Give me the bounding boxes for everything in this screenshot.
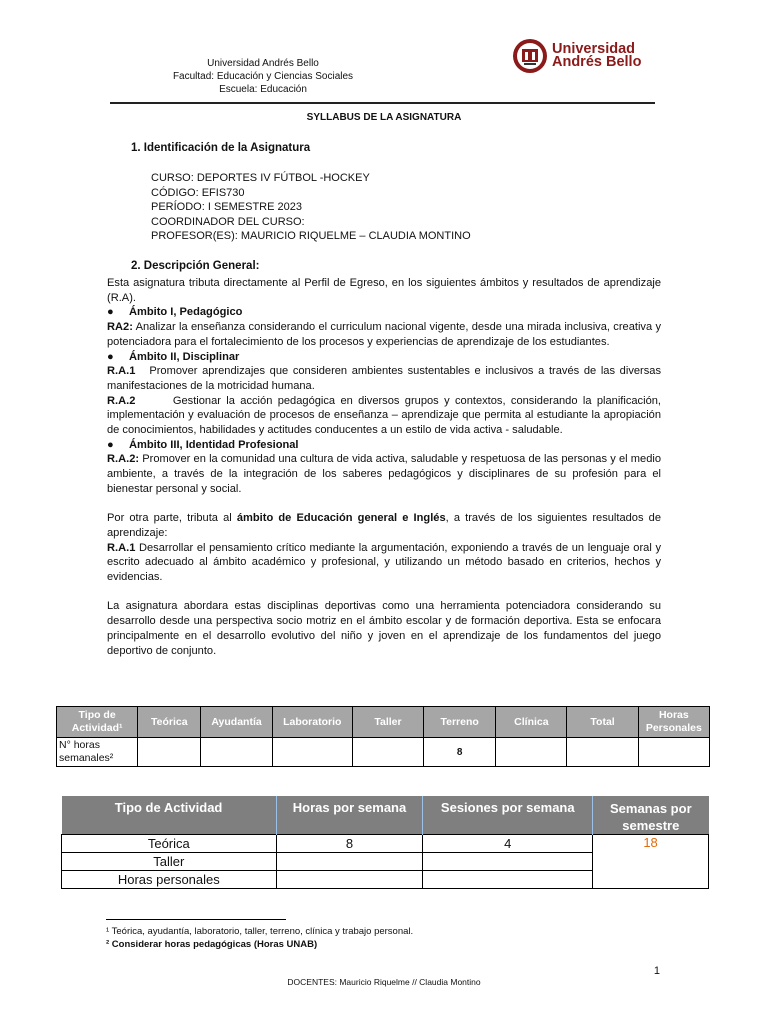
header-school: Escuela: Educación — [219, 84, 307, 95]
course-info — [151, 171, 471, 244]
table1-header-cell: Clínica — [496, 707, 567, 738]
table1-header-row — [57, 707, 710, 738]
ambito2-ra1 — [107, 364, 665, 393]
section2-heading: 2. Descripción General: — [131, 260, 260, 272]
table1-header-cell: Teórica — [138, 707, 201, 738]
logo-text-line2: Andrés Bello — [552, 54, 642, 70]
ambito2-ra2-label: R.A.2 — [107, 394, 136, 407]
table2-sesiones — [423, 853, 593, 871]
closing-paragraph: La asignatura abordara estas disciplinas deportivas como una herramienta potenciadora considerando su desarrollo desde una perspectiva socio motriz en el ámbito escolar y de formación deportiva. Esta se enfocara principalmente en el desarrollo evolutivo del niño y joven en el aprendizaje de los fundamentos del juego deportivo de conjunto. — [107, 600, 661, 657]
ambito2-ra1-text: Promover aprendizajes que consideren ambientes sustentables e inclusivos a través de las diversas manifestaciones de la motricidad humana. — [107, 365, 665, 392]
table1-header-cell: Taller — [352, 707, 423, 738]
course-period: PERÍODO: I SEMESTRE 2023 — [151, 201, 302, 214]
intro-paragraph: Esta asignatura tributa directamente al Perfil de Egreso, en los siguientes ámbitos y resultados de aprendizaje (R.A). — [107, 277, 661, 304]
table2-horas — [276, 853, 423, 871]
weekly-schedule-table — [61, 796, 709, 889]
general-ra — [107, 541, 661, 585]
table1-row-label: N° horas semanales² — [57, 738, 138, 767]
table2-horas: 8 — [276, 835, 423, 853]
table2-tipo: Horas personales — [62, 871, 277, 889]
ambito2-ra2 — [107, 394, 665, 438]
ambito2-title-row — [107, 350, 661, 365]
table1-header-cell: Tipo de Actividad¹ — [57, 707, 138, 738]
table2-tipo: Teórica — [62, 835, 277, 853]
table1-header-cell: Laboratorio — [272, 707, 352, 738]
page-number: 1 — [653, 965, 660, 977]
ambito1-ra — [107, 320, 661, 349]
footnote-divider — [106, 919, 286, 920]
bullet-icon: ● — [107, 438, 114, 451]
course-name: CURSO: DEPORTES IV FÚTBOL -HOCKEY — [151, 172, 370, 184]
ambito1-ra-text: Analizar la enseñanza considerando el curriculum nacional vigente, desde una mirada inclusiva, creativa y potenciadora para el fortalecimiento de los procesos y experiencias de aprendizaje de los estudiantes. — [107, 321, 661, 348]
general-education-paragraph — [107, 511, 661, 540]
header-university: Universidad Andrés Bello — [207, 58, 319, 69]
table1-cell — [638, 738, 709, 767]
page-footer: DOCENTES: Mauricio Riquelme // Claudia Montino — [287, 977, 481, 987]
institution-header — [113, 57, 413, 96]
footnote-2: ² Considerar horas pedagógicas (Horas UNAB) — [106, 939, 318, 950]
table1-header-cell: Ayudantía — [201, 707, 272, 738]
general-pre: Por otra parte, tributa al — [107, 512, 237, 525]
table2-header-cell: Sesiones por semana — [423, 796, 593, 835]
general-ra-label: R.A.1 — [107, 541, 136, 554]
header-faculty: Facultad: Educación y Ciencias Sociales — [172, 71, 354, 82]
university-logo — [512, 38, 641, 74]
ambito1-title: Ámbito I, Pedagógico — [129, 306, 243, 319]
footnote-1: ¹ Teórica, ayudantía, laboratorio, taller, terreno, clínica y trabajo personal. — [106, 926, 414, 937]
general-ra-text: Desarrollar el pensamiento crítico mediante la argumentación, exponiendo a través de un lenguaje oral y escrito adecuado al ámbito académico y profesional, y utilizando un método basado en criterios, hechos y evidencias. — [107, 541, 661, 584]
table1-cell — [272, 738, 352, 767]
general-post: , a través de los siguientes resultados de aprendizaje: — [107, 512, 661, 539]
course-coordinator: COORDINADOR DEL CURSO: — [151, 215, 305, 228]
ambito3-title-row — [107, 438, 661, 453]
course-code: CÓDIGO: EFIS730 — [151, 186, 245, 199]
table1-header-cell: Horas Personales — [638, 707, 709, 738]
table2-semanas: 18 — [593, 835, 709, 889]
ambito2-title: Ámbito II, Disciplinar — [129, 350, 240, 363]
unab-seal-icon — [512, 38, 548, 74]
document-title: SYLLABUS DE LA ASIGNATURA — [306, 112, 462, 123]
ambito3-ra-label: R.A.2: — [107, 453, 140, 466]
table1-cell-terreno: 8 — [424, 738, 496, 767]
ambito1-ra-label: RA2: — [107, 321, 133, 334]
table1-cell — [567, 738, 638, 767]
table1-cell — [352, 738, 423, 767]
table2-header-cell: Semanas por semestre — [593, 796, 709, 835]
logo-text-line1: Universidad — [552, 41, 635, 57]
table1-cell — [496, 738, 567, 767]
section1-heading: 1. Identificación de la Asignatura — [131, 142, 311, 154]
table1-header-cell: Terreno — [424, 707, 496, 738]
table1-cell — [201, 738, 272, 767]
table2-sesiones — [423, 871, 593, 889]
description-body — [107, 276, 665, 658]
bullet-icon: ● — [107, 306, 114, 319]
ambito3-title: Ámbito III, Identidad Profesional — [129, 438, 299, 451]
activity-hours-table — [56, 706, 710, 767]
table2-header-cell: Horas por semana — [276, 796, 423, 835]
table2-header-cell: Tipo de Actividad — [62, 796, 277, 835]
table1-header-cell: Total — [567, 707, 638, 738]
table1-cell — [138, 738, 201, 767]
table2-sesiones: 4 — [423, 835, 593, 853]
ambito1-title-row — [107, 305, 661, 320]
header-divider — [110, 102, 655, 104]
course-professors: PROFESOR(ES): MAURICIO RIQUELME – CLAUDIA MONTINO — [151, 230, 471, 243]
table-row — [62, 835, 709, 853]
ambito2-ra2-text: Gestionar la acción pedagógica en diversos grupos y contextos, considerando la planificación, implementación y evaluación de procesos de enseñanza – aprendizaje que permita al estudiante la apropiación de conocimientos, habilidades y actitudes conducentes a un estilo de vida activa - saludable. — [107, 394, 665, 437]
ambito3-ra — [107, 452, 661, 496]
table2-tipo: Taller — [62, 853, 277, 871]
table2-horas — [276, 871, 423, 889]
general-bold: ámbito de Educación general e Inglés — [236, 512, 446, 525]
table2-header-row — [62, 796, 709, 835]
ambito2-ra1-label: R.A.1 — [107, 365, 136, 378]
bullet-icon: ● — [107, 350, 114, 363]
ambito3-ra-text: Promover en la comunidad una cultura de vida activa, saludable y respetuosa de las personas y el medio ambiente, a través de la integración de los saberes pedagógicos y disciplinares de su profesión para el bienestar personal y social. — [107, 453, 661, 495]
table-row — [57, 738, 710, 767]
